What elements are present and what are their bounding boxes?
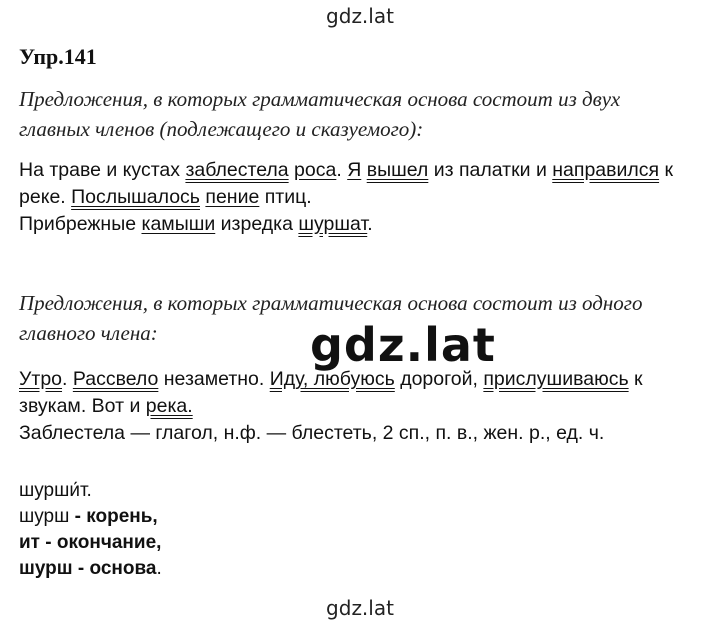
ending-line bbox=[19, 530, 162, 556]
root-label: - корень, bbox=[69, 506, 158, 527]
watermark-top: gdz.lat bbox=[326, 4, 394, 28]
watermark-middle: gdz.lat bbox=[310, 318, 496, 372]
text: к bbox=[659, 159, 674, 181]
section1-line3 bbox=[19, 211, 719, 238]
section2-line2 bbox=[19, 393, 719, 420]
section1-line2 bbox=[19, 184, 719, 211]
morpheme-analysis bbox=[19, 478, 162, 582]
section2-heading-line1: Предложения, в которых грамматическая основа состоит из одного bbox=[19, 291, 643, 315]
main-member: река. bbox=[145, 395, 193, 417]
subject: роса bbox=[294, 159, 337, 181]
predicate: Рассвело bbox=[72, 368, 159, 390]
predicate: прислушиваюсь bbox=[483, 368, 629, 390]
ending-label: ит - окончание, bbox=[19, 532, 162, 553]
stem-label: шурш - основа bbox=[19, 558, 157, 579]
predicate: направился bbox=[552, 159, 660, 181]
stem-end: . bbox=[156, 558, 162, 579]
root-line bbox=[19, 504, 162, 530]
section1-heading-line1: Предложения, в которых грамматическая основа состоит из двух bbox=[19, 87, 621, 111]
section1-line1 bbox=[19, 157, 719, 184]
text: птиц. bbox=[259, 186, 312, 208]
root-text: шурш bbox=[19, 506, 70, 527]
section2-line1 bbox=[19, 366, 719, 393]
text: изредка bbox=[215, 213, 299, 235]
subject: пение bbox=[205, 186, 260, 208]
predicate: Иду, любуюсь bbox=[269, 368, 395, 390]
section1-heading bbox=[19, 84, 709, 144]
predicate: заблестела bbox=[185, 159, 289, 181]
subject: Я bbox=[347, 159, 362, 181]
main-member: Утро bbox=[19, 368, 63, 390]
text: Прибрежные bbox=[19, 213, 142, 235]
watermark-bottom: gdz.lat bbox=[326, 596, 394, 620]
text: . bbox=[336, 159, 348, 181]
exercise-title: Упр.141 bbox=[19, 44, 97, 69]
text: незаметно. bbox=[158, 368, 270, 390]
analyzed-word: шурши́т. bbox=[19, 480, 92, 501]
section2-heading-line2: главного члена: bbox=[19, 321, 158, 345]
section1-heading-line2: главных членов (подлежащего и сказуемого): bbox=[19, 117, 424, 141]
text: из палатки и bbox=[428, 159, 553, 181]
section2-line3: Заблестела — глагол, н.ф. — блестеть, 2 сп., п. в., жен. р., ед. ч. bbox=[19, 422, 605, 444]
section2-text bbox=[19, 366, 719, 447]
text: к bbox=[628, 368, 643, 390]
predicate: шуршат bbox=[298, 213, 368, 235]
section1-text bbox=[19, 157, 719, 238]
text: На траве и кустах bbox=[19, 159, 186, 181]
text: реке. bbox=[19, 186, 72, 208]
text: дорогой, bbox=[394, 368, 484, 390]
predicate: вышел bbox=[366, 159, 429, 181]
subject: камыши bbox=[141, 213, 216, 235]
text: звукам. Вот и bbox=[19, 395, 146, 417]
text: . bbox=[62, 368, 73, 390]
stem-line bbox=[19, 556, 162, 582]
text: . bbox=[367, 213, 373, 235]
predicate: Послышалось bbox=[71, 186, 200, 208]
